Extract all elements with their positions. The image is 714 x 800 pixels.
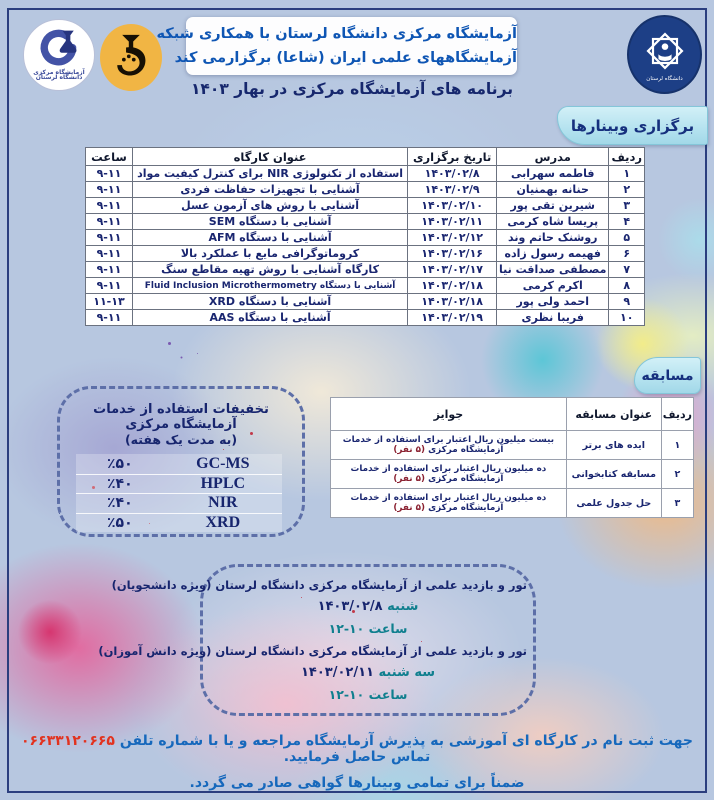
competition-title: ایده های برتر	[566, 431, 661, 460]
webinar-date: ۱۴۰۳/۰۲/۹	[408, 182, 497, 198]
competition-row	[331, 489, 694, 518]
webinar-no: ۷	[609, 262, 645, 278]
central-lab-emblem-icon	[36, 25, 82, 67]
webinar-time: ۹-۱۱	[86, 278, 133, 294]
discounts-box	[57, 386, 305, 537]
webinar-row	[86, 262, 645, 278]
webinar-no: ۵	[609, 230, 645, 246]
discount-item	[76, 454, 282, 474]
webinar-time: ۹-۱۱	[86, 246, 133, 262]
tab-competition	[634, 357, 701, 394]
webinar-instructor: فهیمه رسول زاده	[497, 246, 609, 262]
tour1-title: تور و بازدید علمی از آزمایشگاه مرکزی دانشگاه لرستان (ویژه دانشجویان)	[111, 578, 527, 593]
col-time: ساعت	[86, 148, 133, 166]
webinar-time: ۹-۱۱	[86, 310, 133, 326]
university-logo-text: دانشگاه لرستان	[646, 76, 683, 82]
webinar-date: ۱۴۰۳/۰۲/۱۶	[408, 246, 497, 262]
header-subtitle: برنامه های آزمایشگاه مرکزی در بهار ۱۴۰۳	[190, 80, 514, 98]
competition-no: ۱	[661, 431, 693, 460]
webinar-date: ۱۴۰۳/۰۲/۱۱	[408, 214, 497, 230]
webinar-title: آشنایی با دستگاه AAS	[132, 310, 407, 326]
service-name: XRD	[205, 513, 241, 531]
phone-number: ۰۶۶۳۳۱۲۰۶۶۵	[20, 733, 115, 749]
webinar-title: آشنایی با تجهیزات حفاظت فردی	[132, 182, 407, 198]
webinar-title: استفاده از تکنولوژی NIR برای کنترل کیفیت مواد	[132, 166, 407, 182]
tour1-dateline	[209, 599, 527, 614]
header-title-line2: آزمایشگاههای علمی ایران (شاعا) برگزارمی کند	[174, 50, 517, 66]
webinar-title: کارگاه آشنایی با روش تهیه مقاطع سنگ	[132, 262, 407, 278]
shaa-calligraphy-icon	[109, 31, 153, 85]
central-lab-logo	[23, 19, 95, 91]
service-name: GC-MS	[196, 454, 250, 472]
tour2-date: ۱۴۰۳/۰۲/۱۱	[301, 664, 374, 680]
prize-note: (۵ نفر)	[393, 474, 425, 484]
webinar-date: ۱۴۰۳/۰۲/۱۷	[408, 262, 497, 278]
webinar-row	[86, 246, 645, 262]
discount-percent: ٪۵۰	[107, 455, 133, 472]
tab-webinars	[557, 106, 708, 145]
webinar-no: ۱	[609, 166, 645, 182]
webinar-title: آشنایی با دستگاه SEM	[132, 214, 407, 230]
tab-competition-label: مسابقه	[641, 367, 694, 384]
col-date: تاریخ برگزاری	[408, 148, 497, 166]
competition-title: مسابقه کتابخوانی	[566, 460, 661, 489]
central-lab-logo-text-1: آزمایشگاه مرکزی	[33, 69, 85, 76]
webinar-date: ۱۴۰۳/۰۲/۱۹	[408, 310, 497, 326]
tour1-time: ساعت ۱۰-۱۲	[328, 621, 408, 637]
registration-note-tail: تماس حاصل فرمایید.	[283, 749, 431, 765]
webinar-row	[86, 198, 645, 214]
competition-no: ۲	[661, 460, 693, 489]
webinar-date: ۱۴۰۳/۰۲/۱۸	[408, 278, 497, 294]
discounts-title: تخفیفات استفاده از خدمات آزمایشگاه مرکزی	[93, 402, 269, 432]
prize-note: (۵ نفر)	[393, 503, 425, 513]
tour2-time: ساعت ۱۰-۱۲	[328, 686, 408, 702]
discount-percent: ٪۵۰	[107, 514, 133, 531]
webinar-no: ۹	[609, 294, 645, 310]
competition-row	[331, 431, 694, 460]
webinar-instructor: فریبا نظری	[497, 310, 609, 326]
webinar-no: ۸	[609, 278, 645, 294]
webinar-row	[86, 182, 645, 198]
webinar-no: ۴	[609, 214, 645, 230]
prize-text: ده میلیون ریال اعتبار برای استفاده از خدمات آزمایشگاه مرکزی	[350, 493, 547, 513]
col-competition-title: عنوان مسابقه	[566, 398, 661, 431]
discount-item	[76, 513, 282, 533]
prize-note: (۵ نفر)	[393, 445, 425, 455]
header-title-line1: آزمایشگاه مرکزی دانشگاه لرستان با همکاری شبکه	[156, 26, 517, 42]
col-row-number: ردیف	[609, 148, 645, 166]
shaa-network-logo	[100, 24, 162, 91]
webinar-row	[86, 214, 645, 230]
webinar-no: ۶	[609, 246, 645, 262]
webinar-row	[86, 166, 645, 182]
webinar-date: ۱۴۰۳/۰۲/۱۲	[408, 230, 497, 246]
webinar-instructor: مصطفی صداقت نیا	[497, 262, 609, 278]
competition-prize	[331, 431, 567, 460]
lorestan-university-logo	[627, 15, 702, 94]
webinar-time: ۹-۱۱	[86, 214, 133, 230]
registration-note	[15, 733, 699, 765]
certificate-note: ضمناً برای تمامی وبینارها گواهی صادر می گردد.	[189, 775, 525, 791]
webinar-instructor: فاطمه سهرابی	[497, 166, 609, 182]
competition-no: ۳	[661, 489, 693, 518]
tours-box	[98, 564, 536, 716]
col-workshop-title: عنوان کارگاه	[132, 148, 407, 166]
discounts-duration: (به مدت یک هفته)	[124, 432, 238, 447]
webinar-no: ۳	[609, 198, 645, 214]
prize-text: ده میلیون ریال اعتبار برای استفاده از خدمات آزمایشگاه مرکزی	[350, 464, 547, 484]
discount-percent: ٪۴۰	[107, 495, 133, 512]
discount-item	[76, 493, 282, 513]
competition-table	[330, 397, 694, 518]
discounts-list	[76, 454, 282, 532]
central-lab-logo-text-2: دانشگاه لرستان	[35, 74, 83, 81]
header-title-box	[156, 17, 517, 75]
col-prizes: جوایز	[331, 398, 567, 431]
webinar-title: آشنایی با دستگاه Fluid Inclusion Microthermometry	[132, 278, 407, 294]
webinar-no: ۱۰	[609, 310, 645, 326]
webinar-table	[85, 147, 645, 326]
tour1-date: ۱۴۰۳/۰۲/۸	[317, 599, 383, 615]
competition-prize	[331, 489, 567, 518]
webinar-time: ۹-۱۱	[86, 198, 133, 214]
webinar-instructor: شیرین تقی پور	[497, 198, 609, 214]
webinar-row	[86, 230, 645, 246]
service-name: HPLC	[200, 474, 246, 492]
discount-item	[76, 474, 282, 494]
competition-row	[331, 460, 694, 489]
col-instructor: مدرس	[497, 148, 609, 166]
webinar-time: ۹-۱۱	[86, 166, 133, 182]
webinar-no: ۲	[609, 182, 645, 198]
webinar-instructor: اکرم کرمی	[497, 278, 609, 294]
webinar-title: آشنایی با دستگاه AFM	[132, 230, 407, 246]
webinar-time: ۹-۱۱	[86, 262, 133, 278]
tour2-title: تور و بازدید علمی از آزمایشگاه مرکزی دانشگاه لرستان (ویژه دانش آموزان)	[98, 643, 527, 658]
webinar-time: ۹-۱۱	[86, 182, 133, 198]
col-row-number: ردیف	[661, 398, 693, 431]
webinar-title: آشنایی با روش های آزمون عسل	[132, 198, 407, 214]
webinar-date: ۱۴۰۳/۰۲/۱۰	[408, 198, 497, 214]
webinar-title: آشنایی با دستگاه XRD	[132, 294, 407, 310]
webinar-instructor: روشنک حاتم وند	[497, 230, 609, 246]
prize-text: بیست میلیون ریال اعتبار برای استفاده از خدمات آزمایشگاه مرکزی	[342, 435, 555, 455]
tour1-day: شنبه	[387, 599, 419, 615]
registration-note-text: جهت ثبت نام در کارگاه ای آموزشی به پذیرش آزمایشگاه مراجعه و یا با شماره تلفن	[119, 733, 694, 749]
discount-percent: ٪۴۰	[107, 475, 133, 492]
competition-title: حل جدول علمی	[566, 489, 661, 518]
footer	[15, 733, 699, 791]
tab-webinars-label: برگزاری وبینارها	[570, 116, 695, 135]
webinar-time: ۱۱-۱۳	[86, 294, 133, 310]
competition-header-row	[331, 398, 694, 431]
webinar-row	[86, 310, 645, 326]
service-name: NIR	[208, 494, 238, 512]
webinar-date: ۱۴۰۳/۰۲/۸	[408, 166, 497, 182]
competition-prize	[331, 460, 567, 489]
webinar-instructor: احمد ولی پور	[497, 294, 609, 310]
webinar-instructor: حنانه بهمنیان	[497, 182, 609, 198]
webinar-row	[86, 278, 645, 294]
webinar-header-row	[86, 148, 645, 166]
webinar-title: کروماتوگرافی مایع با عملکرد بالا	[132, 246, 407, 262]
webinar-date: ۱۴۰۳/۰۲/۱۸	[408, 294, 497, 310]
tour2-day: سه شنبه	[378, 664, 435, 680]
tour2-dateline	[209, 665, 527, 680]
webinar-time: ۹-۱۱	[86, 230, 133, 246]
university-emblem-icon	[641, 27, 689, 75]
webinar-instructor: پریسا شاه کرمی	[497, 214, 609, 230]
webinar-row	[86, 294, 645, 310]
